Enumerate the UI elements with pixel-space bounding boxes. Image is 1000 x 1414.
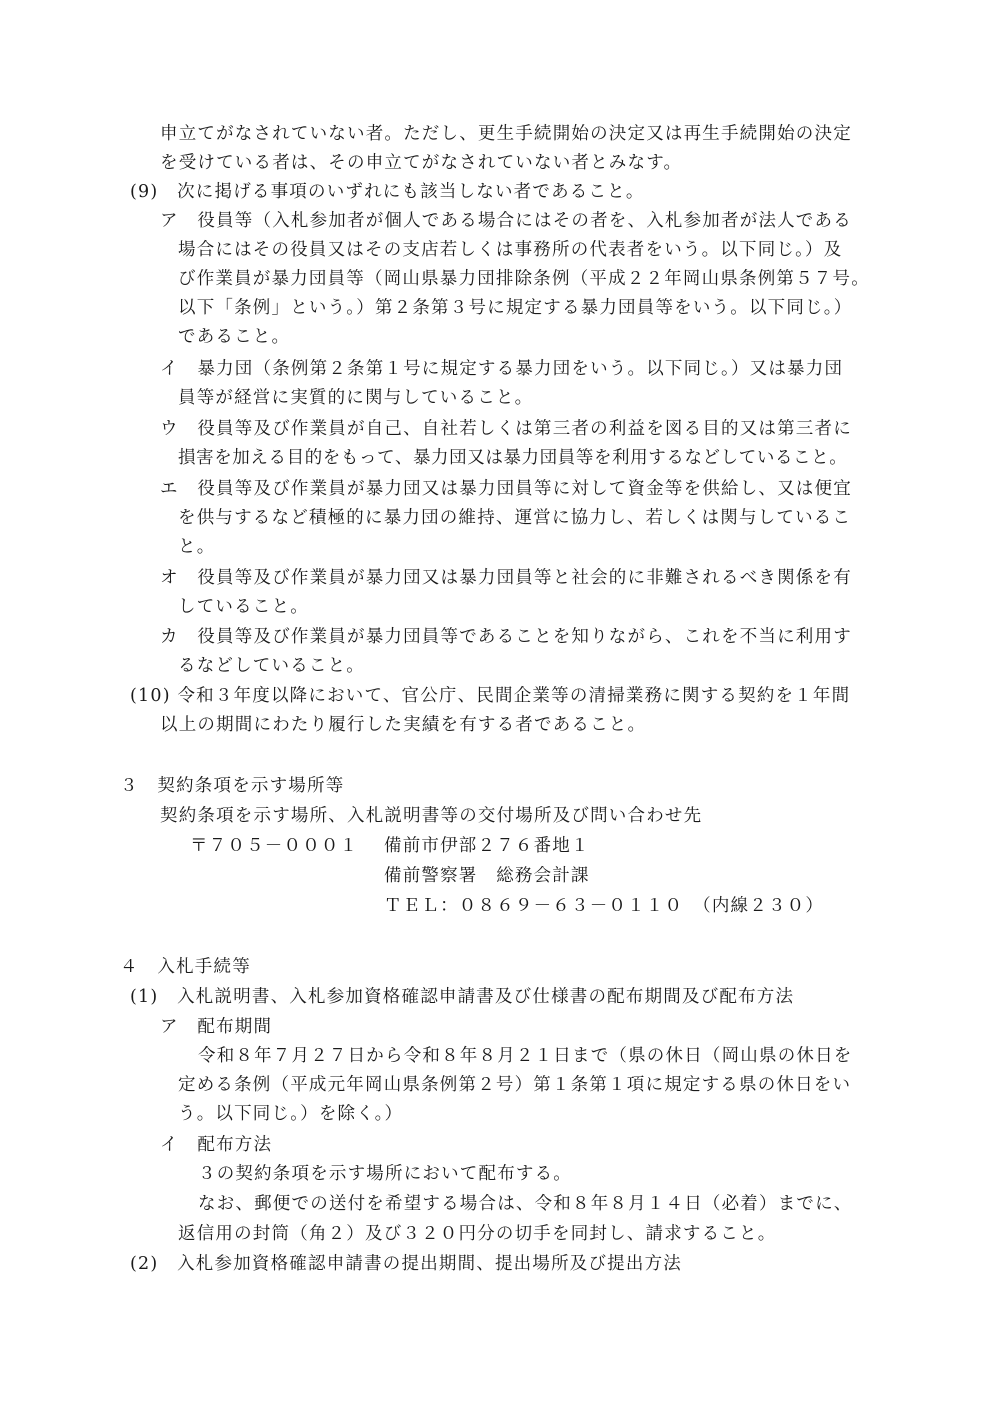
section-heading-3: ３ 契約条項を示す場所等 <box>120 776 345 796</box>
sub-item-ka: カ 役員等及び作業員が暴力団員等であることを知りながら、これを不当に利用す <box>160 627 852 647</box>
list-item-10: (10) 令和３年度以降において、官公庁、民間企業等の清掃業務に関する契約を１年間 <box>130 686 851 706</box>
sub-item-i: イ 暴力団（条例第２条第１号に規定する暴力団をいう。以下同じ。）又は暴力団 <box>160 359 844 379</box>
paragraph-line: を受けている者は、その申立てがなされていない者とみなす。 <box>160 153 683 173</box>
paragraph-line: 契約条項を示す場所、入札説明書等の交付場所及び問い合わせ先 <box>160 806 703 826</box>
paragraph-line: 以下「条例」という。）第２条第３号に規定する暴力団員等をいう。以下同じ。） <box>178 298 853 318</box>
sub-item-o: オ 役員等及び作業員が暴力団又は暴力団員等と社会的に非難されるべき関係を有 <box>160 568 852 588</box>
sub-item-i: イ 配布方法 <box>160 1135 273 1155</box>
paragraph-line: 定める条例（平成元年岡山県条例第２号）第１条第１項に規定する県の休日をい <box>178 1075 852 1095</box>
sub-item-u: ウ 役員等及び作業員が自己、自社若しくは第三者の利益を図る目的又は第三者に <box>160 419 852 439</box>
paragraph-line: していること。 <box>178 597 309 617</box>
office-name: 備前警察署 総務会計課 <box>384 866 590 886</box>
list-item-9: (9) 次に掲げる事項のいずれにも該当しない者であること。 <box>130 182 645 202</box>
paragraph-line: を供与するなど積極的に暴力団の維持、運営に協力し、若しくは関与しているこ <box>178 508 852 528</box>
paragraph-line: 場合にはその役員又はその支店若しくは事務所の代表者をいう。以下同じ。）及 <box>178 240 843 260</box>
paragraph-line: なお、郵便での送付を希望する場合は、令和８年８月１４日（必着）までに、 <box>198 1194 853 1214</box>
phone-number: ＴＥＬ：０８６９－６３－０１１０ （内線２３０） <box>384 896 825 916</box>
paragraph-line: び作業員が暴力団員等（岡山県暴力団排除条例（平成２２年岡山県条例第５７号。 <box>178 269 870 289</box>
sub-item-a: ア 役員等（入札参加者が個人である場合にはその者を、入札参加者が法人である <box>160 211 852 231</box>
paragraph-line: う。以下同じ。）を除く。） <box>178 1104 404 1124</box>
sub-item-a: ア 配布期間 <box>160 1017 273 1037</box>
postal-code: 〒７０５－０００１ <box>190 836 359 856</box>
paragraph-line: と。 <box>178 537 216 557</box>
section-heading-4: ４ 入札手続等 <box>120 957 251 977</box>
list-item-1: (1) 入札説明書、入札参加資格確認申請書及び仕様書の配布期間及び配布方法 <box>130 987 795 1007</box>
paragraph-line: 以上の期間にわたり履行した実績を有する者であること。 <box>160 715 647 735</box>
address: 備前市伊部２７６番地１ <box>384 836 590 856</box>
paragraph-line: 令和８年７月２７日から令和８年８月２１日まで（県の休日（岡山県の休日を <box>198 1046 853 1066</box>
sub-item-e: エ 役員等及び作業員が暴力団又は暴力団員等に対して資金等を供給し、又は便宜 <box>160 479 852 499</box>
paragraph-line: るなどしていること。 <box>178 656 365 676</box>
paragraph-line: 返信用の封筒（角２）及び３２０円分の切手を同封し、請求すること。 <box>178 1224 777 1244</box>
list-item-2: (2) 入札参加資格確認申請書の提出期間、提出場所及び提出方法 <box>130 1254 682 1274</box>
paragraph-line: 員等が経営に実質的に関与していること。 <box>178 388 534 408</box>
paragraph-line: 申立てがなされていない者。ただし、更生手続開始の決定又は再生手続開始の決定 <box>160 124 852 144</box>
paragraph-line: ３の契約条項を示す場所において配布する。 <box>198 1164 572 1184</box>
paragraph-line: であること。 <box>178 327 291 347</box>
paragraph-line: 損害を加える目的をもって、暴力団又は暴力団員等を利用するなどしていること。 <box>178 448 848 468</box>
